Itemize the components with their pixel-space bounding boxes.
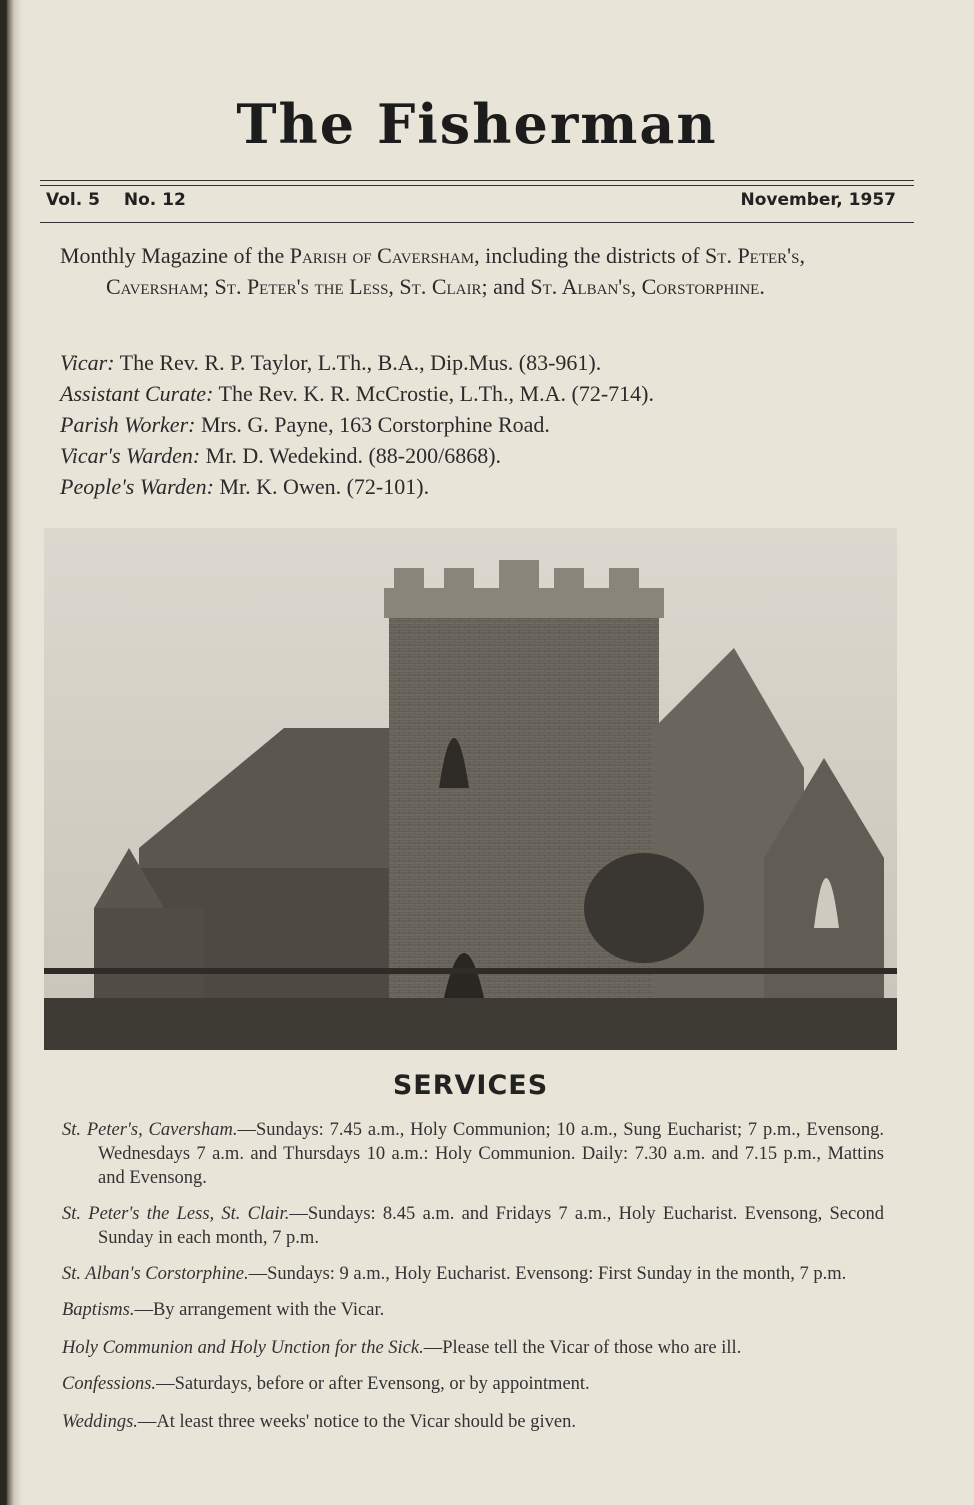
service-entry-weddings: Weddings.—At least three weeks' notice to the Vicar should be given.	[62, 1412, 576, 1432]
officer-vicar: Vicar: The Rev. R. P. Taylor, L.Th., B.A., Dip.Mus. (83-961).	[60, 350, 602, 375]
officer-parish-worker: Parish Worker: Mrs. G. Payne, 163 Corstorphine Road.	[60, 412, 550, 437]
service-entry-confessions: Confessions.—Saturdays, before or after Evensong, or by appointment.	[62, 1374, 590, 1394]
church-illustration	[44, 528, 897, 1050]
issue-rule-bottom	[40, 222, 914, 223]
service-entry-st-peters-caversham: St. Peter's, Caversham.—Sundays: 7.45 a.m., Holy Communion; 10 a.m., Sung Eucharist; 7 p.m., Evensong. Wednesdays 7 a.m. and Thursdays 10 a.m.: Holy Communion. Daily: 7.30 a.m. and 7.15 p.m., Mattins and Evensong.	[62, 1120, 884, 1188]
officer-vicars-warden: Vicar's Warden: Mr. D. Wedekind. (88-200/6868).	[60, 443, 502, 468]
service-entry-st-peters-the-less: St. Peter's the Less, St. Clair.—Sundays: 8.45 a.m. and Fridays 7 a.m., Holy Eucharist. Evensong, Second Sunday in each month, 7 p.m.	[62, 1204, 884, 1248]
officers-list	[60, 347, 890, 502]
service-entry-baptisms: Baptisms.—By arrangement with the Vicar.	[62, 1300, 385, 1320]
services-list	[62, 1118, 884, 1448]
masthead-title: The Fisherman	[236, 92, 718, 156]
services-heading: SERVICES	[392, 1070, 549, 1101]
masthead-rule-top	[40, 180, 914, 181]
service-entry-sick: Holy Communion and Holy Unction for the Sick.—Please tell the Vicar of those who are ill.	[62, 1338, 742, 1358]
issue-line	[46, 190, 896, 210]
issue-date: November, 1957	[740, 190, 896, 210]
intro-paragraph: Monthly Magazine of the Parish of Caversham, including the districts of St. Peter's, Caversham; St. Peter's the Less, St. Clair; and St. Alban's, Corstorphine.	[60, 243, 805, 299]
officer-peoples-warden: People's Warden: Mr. K. Owen. (72-101).	[60, 474, 430, 499]
masthead-rule-top-thin	[40, 185, 914, 186]
volume-label: Vol. 5	[46, 190, 100, 210]
number-label: No. 12	[123, 190, 186, 210]
officer-assistant-curate: Assistant Curate: The Rev. K. R. McCrostie, L.Th., M.A. (72-714).	[60, 381, 654, 406]
service-entry-st-albans: St. Alban's Corstorphine.—Sundays: 9 a.m., Holy Eucharist. Evensong: First Sunday in the month, 7 p.m.	[62, 1264, 847, 1284]
church-photograph	[44, 528, 897, 1050]
